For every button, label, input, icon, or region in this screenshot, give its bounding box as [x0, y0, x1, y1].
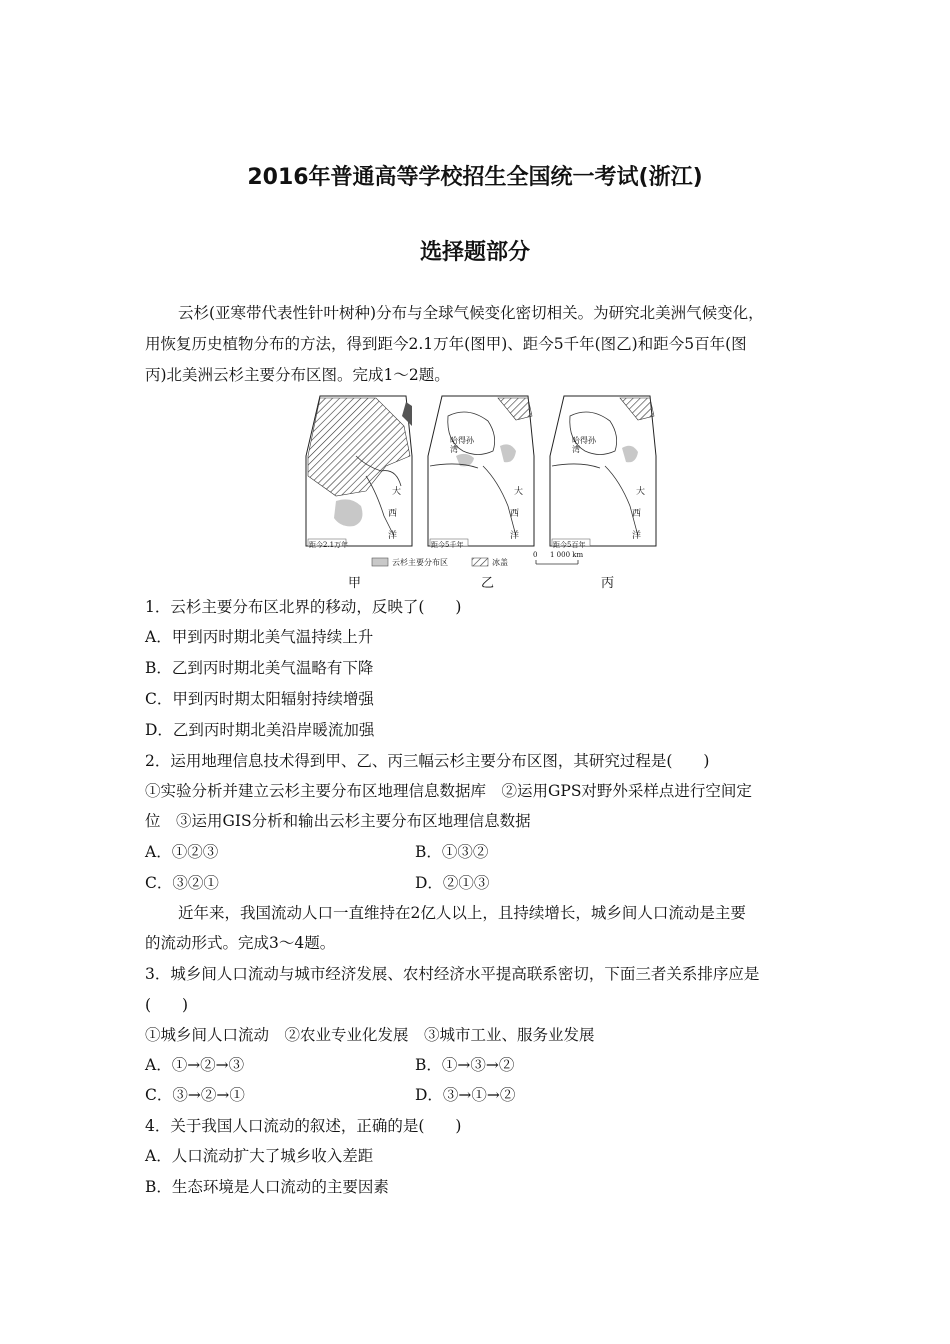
q3-stem-2: ( )	[145, 996, 189, 1014]
map-yi-ocean-3: 洋	[510, 531, 520, 541]
map-yi-label: 乙	[481, 576, 495, 591]
map-jia-ocean-1: 大	[392, 487, 402, 497]
q2-stem: 2．运用地理信息技术得到甲、乙、丙三幅云杉主要分布区图，其研究过程是( )	[145, 752, 710, 770]
q2-option-b: B．①③②	[415, 843, 489, 861]
map-jia-ocean-2: 西	[388, 509, 398, 519]
map-bing-bay: 哈得孙湾	[572, 436, 596, 454]
q2-option-d: D．②①③	[415, 874, 490, 892]
legend-spruce-label: 云杉主要分布区	[392, 558, 448, 567]
legend-ice-swatch	[472, 558, 488, 566]
q1-option-d: D．乙到丙时期北美沿岸暖流加强	[145, 721, 375, 739]
q3-option-c: C．③→②→①	[145, 1086, 245, 1104]
page-title: 2016年普通高等学校招生全国统一考试(浙江)	[247, 165, 703, 190]
intro2-line-1: 近年来，我国流动人口一直维持在2亿人以上，且持续增长，城乡间人口流动是主要	[178, 904, 746, 922]
q3-options: ①城乡间人口流动 ②农业专业化发展 ③城市工业、服务业发展	[145, 1026, 595, 1044]
q4-option-a: A．人口流动扩大了城乡收入差距	[145, 1147, 374, 1165]
q1-option-b: B．乙到丙时期北美气温略有下降	[145, 659, 374, 677]
scale-zero-label: 0	[533, 551, 538, 559]
q3-option-d: D．③→①→②	[415, 1086, 516, 1104]
map-yi-ocean-2: 西	[510, 509, 520, 519]
legend-spruce-swatch	[372, 558, 388, 566]
q2-option-c: C．③②①	[145, 874, 219, 892]
map-jia-ocean-3: 洋	[388, 531, 398, 541]
q1-option-c: C．甲到丙时期太阳辐射持续增强	[145, 690, 374, 708]
map-yi	[428, 396, 534, 546]
q4-stem: 4．关于我国人口流动的叙述，正确的是( )	[145, 1117, 462, 1135]
q3-option-a: A．①→②→③	[145, 1056, 245, 1074]
intro2-line-2: 的流动形式。完成3～4题。	[145, 934, 336, 952]
intro-line-1: 云杉(亚寒带代表性针叶树种)分布与全球气候变化密切相关。为研究北美洲气候变化，	[178, 304, 764, 322]
legend-ice-label: 冰盖	[492, 558, 508, 567]
map-bing	[550, 396, 656, 546]
map-jia-label: 甲	[348, 576, 362, 591]
map-jia-caption: 距今2.1万年	[309, 541, 349, 549]
q1-option-a: A．甲到丙时期北美气温持续上升	[145, 628, 374, 646]
q3-option-b: B．①→③→②	[415, 1056, 515, 1074]
spruce-distribution-figure	[300, 392, 662, 591]
map-figure-svg	[300, 392, 662, 588]
q1-stem: 1．云杉主要分布区北界的移动，反映了( )	[145, 598, 462, 616]
map-bing-ocean-1: 大	[636, 487, 646, 497]
map-yi-caption: 距今5千年	[431, 541, 464, 549]
section-title: 选择题部分	[419, 240, 530, 265]
scale-length-label: 1 000 km	[550, 551, 584, 559]
map-bing-ocean-2: 西	[632, 509, 642, 519]
map-yi-bay: 哈得孙湾	[450, 436, 474, 454]
map-bing-label: 丙	[601, 576, 615, 591]
map-jia	[306, 396, 412, 546]
map-yi-ocean-1: 大	[514, 487, 524, 497]
q2-option-a: A．①②③	[145, 843, 219, 861]
q3-stem-1: 3．城乡间人口流动与城市经济发展、农村经济水平提高联系密切，下面三者关系排序应是	[145, 965, 760, 983]
map-bing-caption: 距今5百年	[553, 541, 586, 549]
intro-line-3: 丙)北美洲云杉主要分布区图。完成1～2题。	[145, 366, 450, 384]
intro-line-2: 用恢复历史植物分布的方法，得到距今2.1万年(图甲)、距今5千年(图乙)和距今5百年(图	[145, 335, 747, 353]
map-bing-ocean-3: 洋	[632, 531, 642, 541]
q2-options-line-2: 位 ③运用GIS分析和输出云杉主要分布区地理信息数据	[145, 812, 531, 830]
q4-option-b: B．生态环境是人口流动的主要因素	[145, 1178, 389, 1196]
q2-options-line-1: ①实验分析并建立云杉主要分布区地理信息数据库 ②运用GPS对野外采样点进行空间定	[145, 782, 752, 800]
